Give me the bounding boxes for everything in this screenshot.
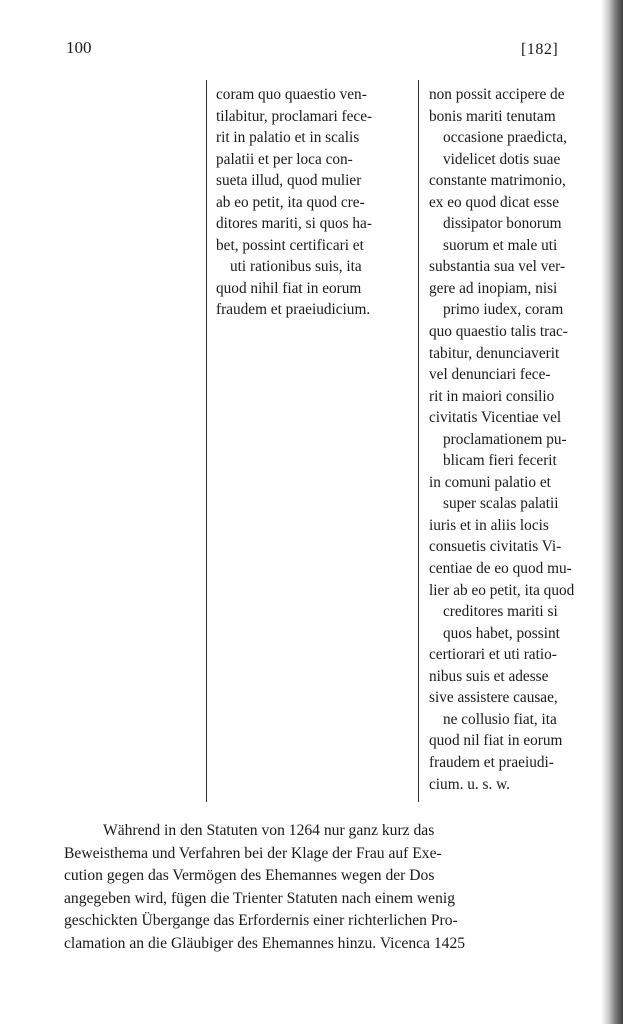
left-column-line: bet, possint certificari et	[216, 236, 364, 254]
right-column-line: fraudem et praeiudi-	[429, 753, 554, 771]
left-column-line: ab eo petit, ita quod cre-	[216, 193, 365, 211]
right-column-line: constante matrimonio,	[429, 172, 566, 190]
right-column-line: consuetis civitatis Vi-	[429, 538, 562, 556]
right-column-line: certiorari et uti ratio-	[429, 646, 557, 664]
right-column-line: suorum et male uti	[443, 236, 558, 254]
right-column-line: blicam fieri fecerit	[443, 452, 557, 470]
left-column-line: sueta illud, quod mulier	[216, 172, 362, 190]
body-line: clamation an die Gläubiger des Ehemannes hinzu. Vicenca 1425	[64, 934, 466, 952]
right-column-line: sive assistere causae,	[429, 689, 558, 707]
column-rule-middle	[418, 80, 419, 802]
body-line: angegeben wird, fügen die Trienter Statuten nach einem wenig	[64, 889, 456, 907]
right-column-line: tabitur, denunciaverit	[429, 344, 560, 362]
body-line: Beweisthema und Verfahren bei der Klage der Frau auf Exe-	[64, 844, 442, 862]
right-column-line: dissipator bonorum	[443, 215, 562, 233]
body-line: cution gegen das Vermögen des Ehemannes wegen der Dos	[64, 867, 435, 885]
right-column-line: lier ab eo petit, ita quod	[429, 581, 575, 599]
page-number: 100	[66, 38, 92, 57]
column-rule-left	[206, 80, 207, 802]
right-column-line: rit in maiori consilio	[429, 387, 555, 405]
right-column-line: videlicet dotis suae	[443, 150, 561, 168]
right-column-line: gere ad inopiam, nisi	[429, 279, 558, 297]
right-column-line: ne collusio fiat, ita	[443, 710, 557, 728]
body-paragraph	[64, 820, 562, 956]
right-column-line: cium. u. s. w.	[429, 775, 511, 793]
right-column-line: quos habet, possint	[443, 624, 560, 642]
body-line: geschickten Übergange das Erfordernis einer richterlichen Pro-	[64, 912, 458, 930]
right-column-line: quod nil fiat in eorum	[429, 732, 563, 750]
right-column-line: non possit accipere de	[429, 86, 565, 103]
right-column-line: in comuni palatio et	[429, 473, 551, 491]
left-column-line: coram quo quaestio ven-	[216, 86, 367, 103]
right-column-line: creditores mariti si	[443, 603, 558, 621]
right-column-line: ex eo quod dicat esse	[429, 193, 559, 211]
right-column-line: centiae de eo quod mu-	[429, 560, 572, 578]
right-column-line: bonis mariti tenutam	[429, 107, 556, 125]
page-reference: [182]	[521, 41, 559, 58]
right-column-line: occasione praedicta,	[443, 129, 568, 147]
right-column-line: primo iudex, coram	[443, 301, 564, 319]
left-column-line: uti rationibus suis, ita	[230, 258, 362, 276]
left-column	[216, 84, 412, 321]
right-column-line: super scalas palatii	[443, 495, 559, 513]
left-column-line: fraudem et praeiudicium.	[216, 301, 371, 319]
right-column-line: vel denunciari fece-	[429, 366, 551, 384]
left-column-line: palatii et per loca con-	[216, 150, 353, 168]
right-column	[429, 84, 599, 795]
right-column-line: nibus suis et adesse	[429, 667, 549, 685]
left-column-line: rit in palatio et in scalis	[216, 129, 360, 147]
page-edge-shadow	[601, 0, 623, 1024]
right-column-line: proclamationem pu-	[443, 430, 567, 448]
right-column-line: iuris et in aliis locis	[429, 516, 549, 534]
left-column-line: tilabitur, proclamari fece-	[216, 107, 373, 125]
right-column-line: civitatis Vicentiae vel	[429, 409, 562, 427]
left-column-line: ditores mariti, si quos ha-	[216, 215, 372, 233]
body-line: Während in den Statuten von 1264 nur ganz kurz das	[103, 822, 435, 839]
right-column-line: quo quaestio talis trac-	[429, 323, 568, 341]
left-column-line: quod nihil fiat in eorum	[216, 279, 362, 297]
right-column-line: substantia sua vel ver-	[429, 258, 566, 276]
